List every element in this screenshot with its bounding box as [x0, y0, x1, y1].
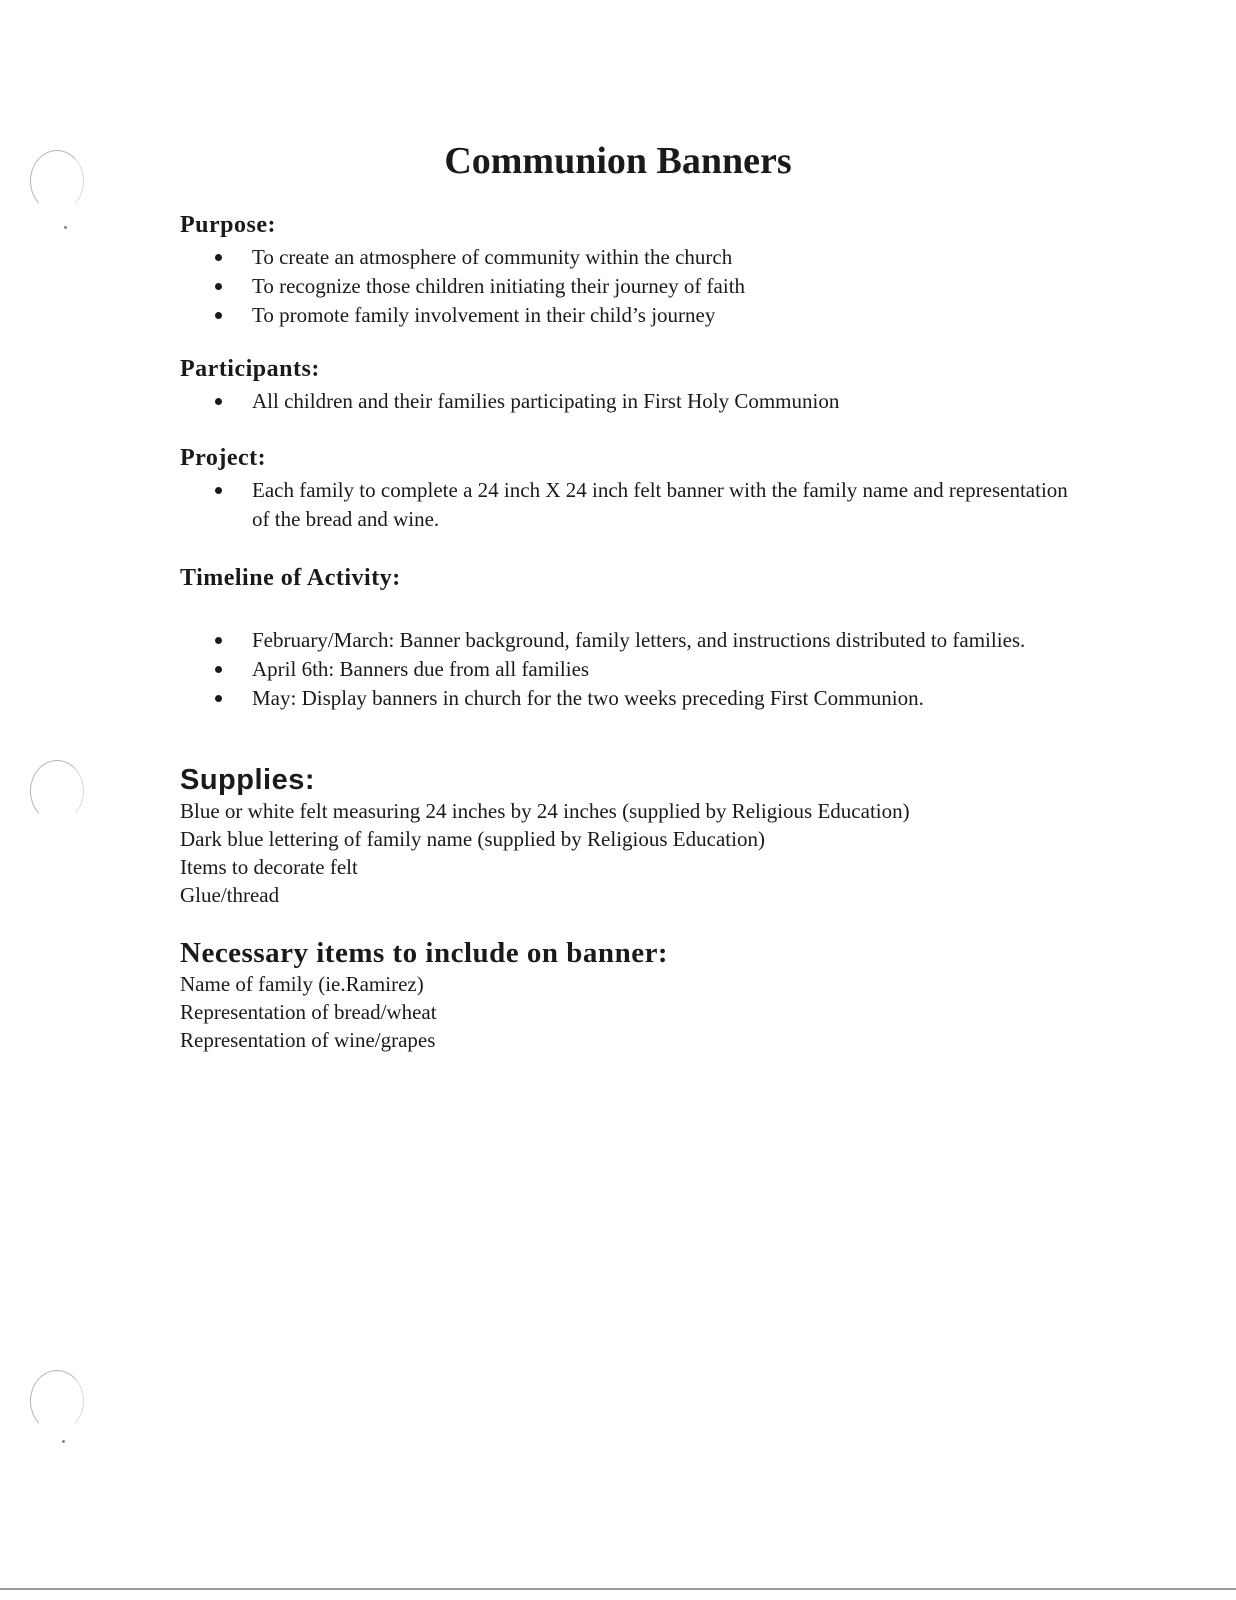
scan-speck [62, 1440, 65, 1443]
list-item [252, 272, 1080, 301]
list-item-text: May: Display banners in church for the two weeks preceding First Communion. [252, 686, 924, 710]
scan-edge-line [0, 1588, 1236, 1590]
project-list [180, 476, 1080, 534]
timeline-section [180, 563, 1080, 713]
list-item [252, 387, 1080, 416]
participants-list [180, 387, 1080, 416]
necessary-items-heading: Necessary items to include on banner: [180, 937, 669, 969]
list-item-text: To promote family involvement in their child’s journey [252, 303, 716, 327]
necessary-item-line: Name of family (ie.Ramirez) [180, 972, 424, 996]
purpose-heading: Purpose: [180, 212, 276, 238]
project-section [180, 443, 1080, 534]
supplies-heading: Supplies: [180, 764, 316, 796]
list-item [252, 655, 1080, 684]
bullet-icon [215, 695, 222, 702]
participants-section [180, 354, 1080, 416]
necessary-item-line: Representation of bread/wheat [180, 1000, 437, 1024]
list-item [252, 301, 1080, 330]
list-item [252, 243, 1080, 272]
supplies-line: Glue/thread [180, 883, 280, 907]
binder-hole [30, 1370, 84, 1432]
timeline-heading: Timeline of Activity: [180, 565, 401, 591]
supplies-line: Blue or white felt measuring 24 inches by 24 inches (supplied by Religious Education) [180, 799, 910, 823]
participants-heading: Participants: [180, 356, 320, 382]
list-item-text: To create an atmosphere of community within the church [252, 245, 733, 269]
list-item-text: February/March: Banner background, family letters, and instructions distributed to families. [252, 628, 1026, 652]
timeline-list [180, 626, 1080, 713]
list-item-text: April 6th: Banners due from all families [252, 657, 590, 681]
necessary-items-section [180, 936, 1080, 1054]
list-item-text: Each family to complete a 24 inch X 24 inch felt banner with the family name and representation of the bread and wine. [252, 478, 1068, 531]
purpose-section [180, 210, 1080, 330]
list-item-text: All children and their families participating in First Holy Communion [252, 389, 840, 413]
list-item [252, 684, 1080, 713]
purpose-list [180, 243, 1080, 330]
bullet-icon [215, 283, 222, 290]
bullet-icon [215, 487, 222, 494]
list-item [252, 626, 1080, 655]
bullet-icon [215, 398, 222, 405]
necessary-item-line: Representation of wine/grapes [180, 1028, 436, 1052]
supplies-line: Items to decorate felt [180, 855, 358, 879]
supplies-line: Dark blue lettering of family name (supplied by Religious Education) [180, 827, 765, 851]
scan-speck [64, 226, 67, 229]
page-title: Communion Banners [444, 140, 792, 182]
project-heading: Project: [180, 445, 267, 471]
list-item-text: To recognize those children initiating their journey of faith [252, 274, 746, 298]
bullet-icon [215, 254, 222, 261]
bullet-icon [215, 666, 222, 673]
list-item [252, 476, 1080, 534]
bullet-icon [215, 312, 222, 319]
bullet-icon [215, 637, 222, 644]
binder-hole [30, 760, 84, 822]
supplies-section [180, 763, 1080, 909]
